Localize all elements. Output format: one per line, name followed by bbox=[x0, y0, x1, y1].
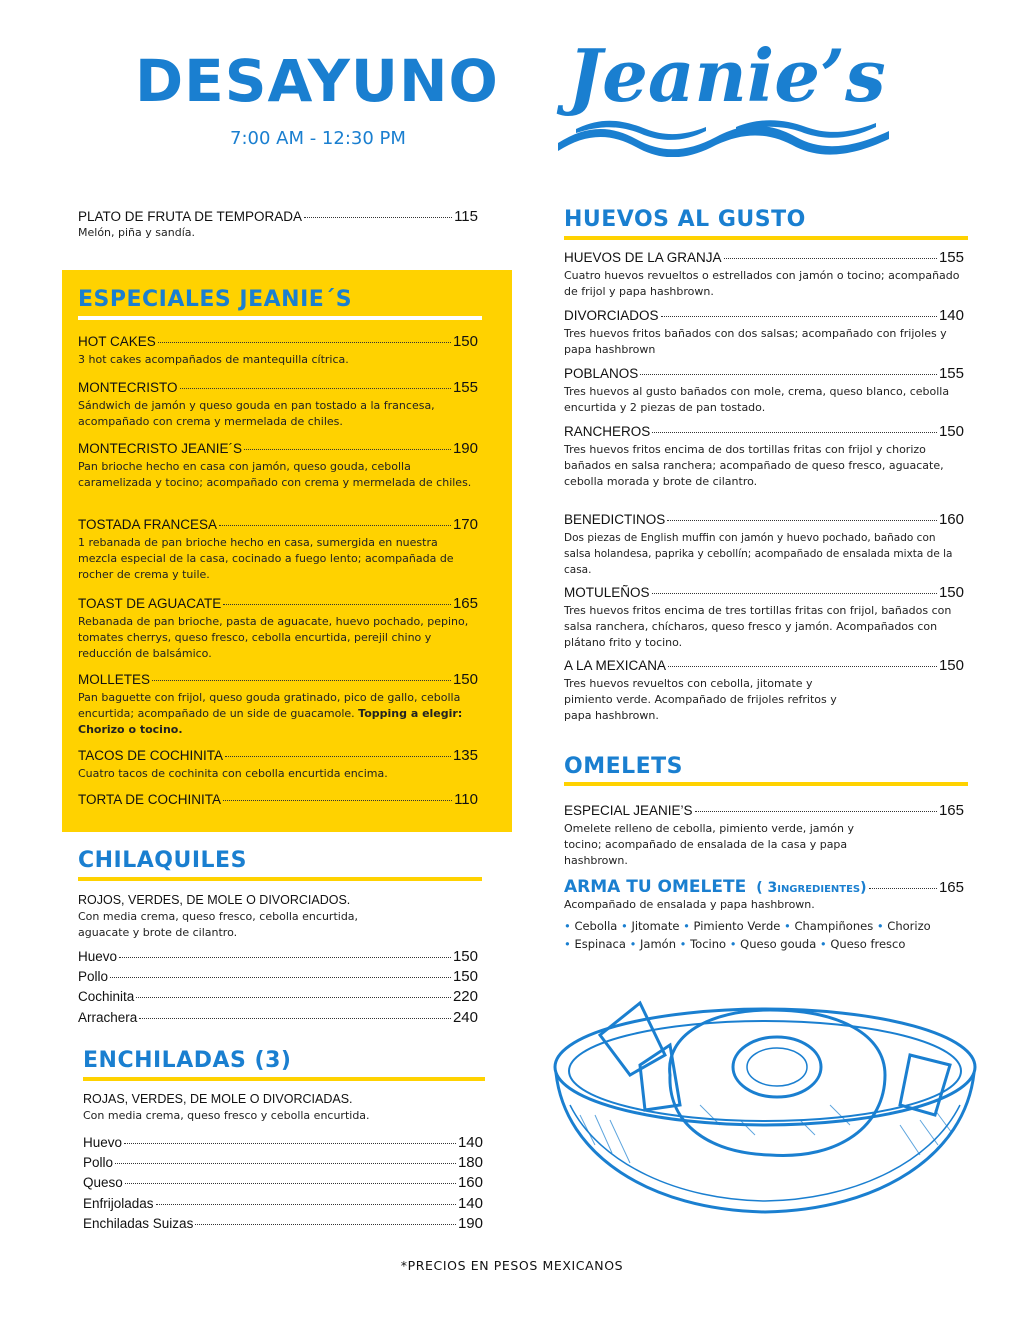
item-name: Queso bbox=[83, 1175, 123, 1190]
menu-item-benedictinos bbox=[564, 512, 964, 578]
item-name: A LA MEXICANA bbox=[564, 658, 667, 673]
egg-bowl-illustration-icon bbox=[540, 995, 990, 1220]
item-price: 165 bbox=[938, 802, 964, 819]
item-desc: 1 rebanada de pan brioche hecho en casa, sumergida en nuestra mezcla especial de la casa, cocinado a fuego lento; acompañada de rocher de crema y tuile. bbox=[78, 536, 454, 581]
section-rule bbox=[83, 1077, 485, 1081]
item-price: 190 bbox=[452, 440, 478, 457]
item-name: TOAST DE AGUACATE bbox=[78, 596, 222, 611]
ingredient: Champiñones bbox=[794, 919, 874, 933]
item-price: 150 bbox=[938, 657, 964, 674]
item-name: Pollo bbox=[83, 1155, 114, 1170]
section-title-omelets: OMELETS bbox=[564, 754, 684, 779]
item-price: 140 bbox=[938, 307, 964, 324]
item-name: Pollo bbox=[78, 969, 109, 984]
footnote: *PRECIOS EN PESOS MEXICANOS bbox=[400, 1258, 624, 1273]
menu-title: DESAYUNO bbox=[135, 47, 499, 115]
menu-item-enchiladas-suizas bbox=[83, 1216, 483, 1231]
item-name: MONTECRISTO bbox=[78, 380, 178, 395]
item-price: 155 bbox=[452, 379, 478, 396]
item-desc: Acompañado de ensalada y papa hashbrown. bbox=[564, 898, 815, 911]
item-name: TORTA DE COCHINITA bbox=[78, 792, 222, 807]
item-price: 140 bbox=[457, 1134, 483, 1151]
item-price: 170 bbox=[452, 516, 478, 533]
chilaquiles-subtitle: ROJOS, VERDES, DE MOLE O DIVORCIADOS. bbox=[78, 893, 351, 907]
item-price: 190 bbox=[457, 1215, 483, 1232]
item-desc: Cuatro huevos revueltos o estrellados con jamón o tocino; acompañado de frijol y papa hashbrown. bbox=[564, 269, 960, 298]
section-rule bbox=[564, 236, 968, 240]
section-rule bbox=[78, 877, 482, 881]
item-price: 160 bbox=[938, 511, 964, 528]
menu-item-molletes bbox=[78, 672, 478, 738]
item-price: 110 bbox=[454, 791, 478, 808]
section-title-huevos: HUEVOS AL GUSTO bbox=[564, 207, 806, 232]
menu-item-divorciados bbox=[564, 308, 964, 358]
item-price: 240 bbox=[452, 1009, 478, 1026]
item-price: 135 bbox=[452, 747, 478, 764]
item-name: Enfrijoladas bbox=[83, 1196, 154, 1211]
item-desc bbox=[78, 690, 478, 738]
menu-item-chilaquiles-huevo bbox=[78, 949, 478, 964]
section-title-especiales: ESPECIALES JEANIE´S bbox=[78, 287, 353, 312]
ingredients-list bbox=[564, 917, 984, 953]
item-name: Enchiladas Suizas bbox=[83, 1216, 194, 1231]
item-price: 155 bbox=[938, 249, 964, 266]
menu-item-enchiladas-pollo bbox=[83, 1155, 483, 1170]
ingredient: Queso fresco bbox=[830, 937, 906, 951]
wave-logo-icon bbox=[556, 115, 891, 157]
enchiladas-desc: Con media crema, queso fresco y cebolla encurtida. bbox=[83, 1109, 370, 1122]
item-name: POBLANOS bbox=[564, 366, 639, 381]
item-desc: Sándwich de jamón y queso gouda en pan tostado a la francesa, acompañado con crema y mermelada de chiles. bbox=[78, 399, 435, 428]
item-name: MOLLETES bbox=[78, 672, 151, 687]
ingredients-close: ) bbox=[860, 880, 867, 896]
item-desc: Pan brioche hecho en casa con jamón, queso gouda, cebolla caramelizada y tocino; acompañado con crema y mermelada de chiles. bbox=[78, 460, 472, 489]
item-name: Arrachera bbox=[78, 1010, 138, 1025]
item-price: 155 bbox=[938, 365, 964, 382]
menu-item-tacos-cochinita bbox=[78, 748, 478, 782]
item-name: TOSTADA FRANCESA bbox=[78, 517, 218, 532]
item-price: 220 bbox=[452, 988, 478, 1005]
item-price: 150 bbox=[452, 968, 478, 985]
item-desc: Tres huevos al gusto bañados con mole, crema, queso blanco, cebolla encurtida y 2 piezas de pan tostado. bbox=[564, 385, 950, 414]
logo: Jeanie’s bbox=[568, 33, 886, 118]
section-rule bbox=[564, 782, 968, 786]
item-desc-text: Pan baguette con frijol, queso gouda gratinado, pico de gallo, cebolla encurtida; acompañado de un side de guacamole. bbox=[78, 691, 461, 720]
menu-item-especial-jeanies bbox=[564, 803, 964, 869]
item-price: 165 bbox=[938, 879, 964, 896]
ingredient: Queso gouda bbox=[740, 937, 817, 951]
item-name: BENEDICTINOS bbox=[564, 512, 666, 527]
item-name: ESPECIAL JEANIE’S bbox=[564, 803, 693, 818]
menu-item-hot-cakes bbox=[78, 334, 478, 368]
item-name: PLATO DE FRUTA DE TEMPORADA bbox=[78, 209, 303, 224]
item-desc: Tres huevos fritos bañados con dos salsas; acompañado con frijoles y papa hashbrown bbox=[564, 327, 947, 356]
item-desc: Tres huevos fritos encima de dos tortillas fritas con frijol y chorizo bañados en salsa ranchera; acompañado de queso fresco, aguacate, cebolla morada y brote de cilantro. bbox=[564, 443, 944, 488]
hours: 7:00 AM - 12:30 PM bbox=[230, 128, 406, 149]
item-name: DIVORCIADOS bbox=[564, 308, 659, 323]
menu-item-chilaquiles-pollo bbox=[78, 969, 478, 984]
ingredient: Jitomate bbox=[631, 919, 680, 933]
menu-item-enfrijoladas bbox=[83, 1196, 483, 1211]
item-desc: Melón, piña y sandía. bbox=[78, 226, 195, 239]
item-name: HUEVOS DE LA GRANJA bbox=[564, 250, 722, 265]
menu-item-motulenos bbox=[564, 585, 964, 651]
item-desc-topping: Topping a elegir: Chorizo o tocino. bbox=[78, 707, 463, 736]
item-desc: Cuatro tacos de cochinita con cebolla encurtida encima. bbox=[78, 767, 388, 780]
ingredient: Cebolla bbox=[574, 919, 618, 933]
section-title-enchiladas: ENCHILADAS (3) bbox=[83, 1048, 292, 1073]
item-price: 165 bbox=[452, 595, 478, 612]
item-name: Cochinita bbox=[78, 989, 135, 1004]
item-price: 140 bbox=[457, 1195, 483, 1212]
item-name: RANCHEROS bbox=[564, 424, 651, 439]
item-name: ARMA TU OMELETE bbox=[564, 877, 747, 897]
menu-item-montecristo-jeanies bbox=[78, 441, 478, 491]
ingredients-count: ( 3 bbox=[756, 880, 778, 896]
ingredient: Pimiento Verde bbox=[693, 919, 781, 933]
item-desc: Tres huevos revueltos con cebolla, jitomate y pimiento verde. Acompañado de frijoles refritos y papa hashbrown. bbox=[564, 677, 837, 722]
item-price: 150 bbox=[938, 584, 964, 601]
menu-item-rancheros bbox=[564, 424, 964, 490]
menu-item-chilaquiles-arrachera bbox=[78, 1010, 478, 1025]
item-name: MOTULEÑOS bbox=[564, 585, 650, 600]
item-name: Huevo bbox=[83, 1135, 123, 1150]
menu-item-enchiladas-queso bbox=[83, 1175, 483, 1190]
ingredient: Jamón bbox=[640, 937, 676, 951]
menu-item-arma-tu-omelete bbox=[564, 877, 964, 913]
item-price: 150 bbox=[452, 948, 478, 965]
menu-item-toast-aguacate bbox=[78, 596, 478, 662]
ingredient: Chorizo bbox=[887, 919, 931, 933]
item-desc: Rebanada de pan brioche, pasta de aguacate, huevo pochado, pepino, tomates cherrys, queso fresco, cebolla encurtida, perejil chino y reducción de balsámico. bbox=[78, 615, 469, 660]
item-price: 180 bbox=[457, 1154, 483, 1171]
section-rule bbox=[78, 316, 482, 320]
item-name: MONTECRISTO JEANIE´S bbox=[78, 441, 243, 456]
item-name: TACOS DE COCHINITA bbox=[78, 748, 224, 763]
item-name: HOT CAKES bbox=[78, 334, 156, 349]
menu-item-a-la-mexicana bbox=[564, 658, 964, 724]
menu-item-chilaquiles-cochinita bbox=[78, 989, 478, 1004]
menu-item-enchiladas-huevo bbox=[83, 1135, 483, 1150]
section-title-chilaquiles: CHILAQUILES bbox=[78, 848, 247, 873]
item-price: 160 bbox=[457, 1174, 483, 1191]
chilaquiles-desc: Con media crema, queso fresco, cebolla encurtida, aguacate y brote de cilantro. bbox=[78, 910, 359, 939]
menu-item-poblanos bbox=[564, 366, 964, 416]
item-desc: 3 hot cakes acompañados de mantequilla cítrica. bbox=[78, 353, 349, 366]
item-price: 115 bbox=[454, 208, 478, 225]
item-price: 150 bbox=[938, 423, 964, 440]
item-desc: Dos piezas de English muffin con jamón y huevo pochado, bañado con salsa holandesa, paprika y cebollín; acompañado de ensalada mixta de la casa. bbox=[564, 532, 953, 576]
menu-item-torta-cochinita bbox=[78, 792, 478, 807]
ingredients-row-2: • Espinaca • Jamón • Tocino • Queso gouda • Queso fresco bbox=[564, 937, 906, 951]
ingredients-row-1: • Cebolla • Jitomate • Pimiento Verde • Champiñones • Chorizo bbox=[564, 919, 931, 933]
menu-item-huevos-granja bbox=[564, 250, 964, 300]
menu-item-montecristo bbox=[78, 380, 478, 430]
ingredient: Tocino bbox=[690, 937, 727, 951]
ingredient: Espinaca bbox=[574, 937, 626, 951]
menu-item-fruta bbox=[78, 209, 478, 241]
item-price: 150 bbox=[452, 671, 478, 688]
item-price: 150 bbox=[452, 333, 478, 350]
item-name: Huevo bbox=[78, 949, 118, 964]
enchiladas-subtitle: ROJAS, VERDES, DE MOLE O DIVORCIADAS. bbox=[83, 1092, 353, 1106]
ingredients-word: INGREDIENTES bbox=[777, 884, 861, 895]
item-desc: Tres huevos fritos encima de tres tortillas fritas con frijol, bañados con salsa ranchera, chícharos, queso fresco y jamón. Acompañados con plátano frito y tocino. bbox=[564, 604, 952, 649]
menu-item-tostada-francesa bbox=[78, 517, 478, 583]
item-desc: Omelete relleno de cebolla, pimiento verde, jamón y tocino; acompañado de ensalada de la casa y papa hashbrown. bbox=[564, 822, 854, 867]
